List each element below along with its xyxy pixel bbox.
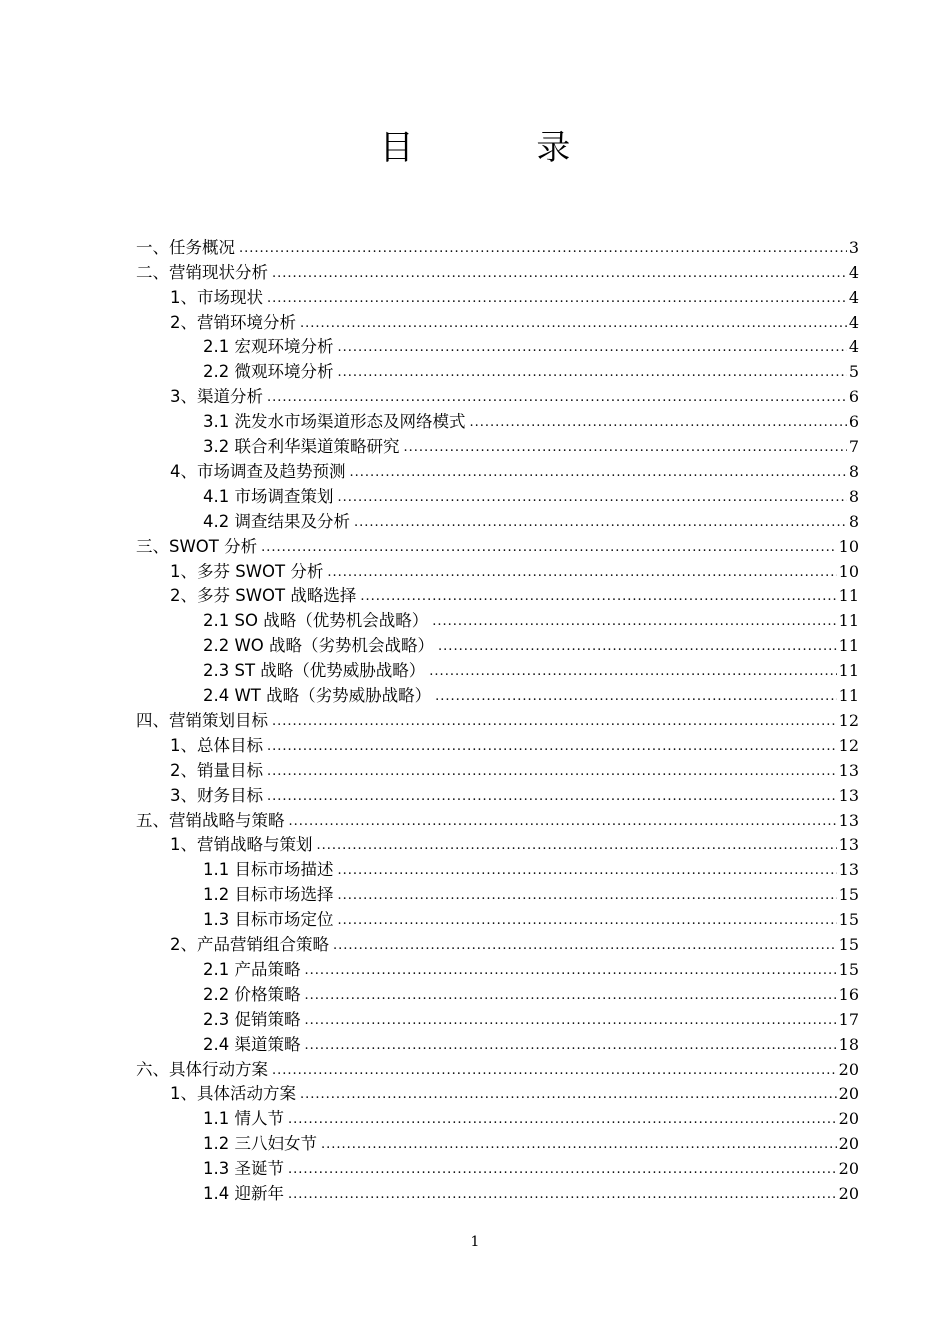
toc-entry-label: 1.2 三八妇女节 <box>203 1134 317 1154</box>
toc-entry[interactable] <box>203 334 859 359</box>
toc-entry-page-number: 10 <box>838 536 859 556</box>
dot-leader <box>333 940 837 952</box>
toc-entry[interactable] <box>203 408 859 433</box>
toc-entry-label: 六、具体行动方案 <box>136 1059 268 1079</box>
toc-entry[interactable] <box>203 433 859 458</box>
dot-leader <box>338 342 847 354</box>
toc-entry-page-number: 4 <box>848 337 859 357</box>
toc-entry[interactable] <box>170 558 859 583</box>
toc-entry-page-number: 3 <box>848 237 859 257</box>
dot-leader <box>438 641 837 653</box>
toc-entry-page-number: 11 <box>838 636 859 656</box>
toc-entry[interactable] <box>203 1006 859 1031</box>
toc-entry-label: 三、SWOT 分析 <box>136 536 258 556</box>
toc-entry-page-number: 20 <box>838 1059 859 1079</box>
toc-entry-page-number: 12 <box>838 710 859 730</box>
dot-leader <box>239 243 847 255</box>
toc-entry[interactable] <box>203 1180 859 1205</box>
toc-entry-label: 1.1 情人节 <box>203 1109 284 1129</box>
toc-entry-label: 2.3 ST 战略（优势威胁战略） <box>203 661 426 681</box>
dot-leader <box>288 1114 837 1126</box>
dot-leader <box>404 442 847 454</box>
dot-leader <box>338 915 837 927</box>
toc-entry-page-number: 10 <box>838 561 859 581</box>
toc-entry-page-number: 4 <box>848 262 859 282</box>
toc-entry-page-number: 18 <box>838 1034 859 1054</box>
toc-entry-label: 1.3 目标市场定位 <box>203 910 334 930</box>
toc-entry-label: 1、多芬 SWOT 分析 <box>170 561 324 581</box>
toc-entry-label: 4.2 调查结果及分析 <box>203 511 350 531</box>
dot-leader <box>429 666 836 678</box>
toc-entry[interactable] <box>170 309 859 334</box>
dot-leader <box>267 766 837 778</box>
toc-entry[interactable] <box>203 483 859 508</box>
toc-entry-label: 1.4 迎新年 <box>203 1184 284 1204</box>
toc-entry[interactable] <box>136 707 859 732</box>
toc-entry[interactable] <box>136 1056 859 1081</box>
toc-entry-label: 2.1 产品策略 <box>203 959 301 979</box>
toc-entry-label: 1.1 目标市场描述 <box>203 860 334 880</box>
toc-entry-page-number: 6 <box>848 387 859 407</box>
toc-entry[interactable] <box>203 906 859 931</box>
dot-leader <box>267 293 847 305</box>
dot-leader <box>354 517 847 529</box>
dot-leader <box>288 1189 837 1201</box>
dot-leader <box>338 865 837 877</box>
dot-leader <box>300 1089 837 1101</box>
toc-entry[interactable] <box>203 1106 859 1131</box>
dot-leader <box>300 318 847 330</box>
toc-entry-page-number: 15 <box>838 910 859 930</box>
toc-entry-page-number: 15 <box>838 959 859 979</box>
toc-entry-label: 2.4 渠道策略 <box>203 1034 301 1054</box>
toc-entry[interactable] <box>203 1130 859 1155</box>
toc-entry-page-number: 16 <box>838 984 859 1004</box>
toc-entry[interactable] <box>203 1031 859 1056</box>
toc-entry-page-number: 20 <box>838 1184 859 1204</box>
toc-entry[interactable] <box>136 807 859 832</box>
toc-entry-page-number: 11 <box>838 686 859 706</box>
toc-entry[interactable] <box>203 881 859 906</box>
toc-entry[interactable] <box>203 857 859 882</box>
dot-leader <box>305 965 837 977</box>
dot-leader <box>305 1015 837 1027</box>
toc-entry[interactable] <box>170 782 859 807</box>
toc-entry-label: 4、市场调查及趋势预测 <box>170 461 346 481</box>
toc-entry-page-number: 13 <box>838 760 859 780</box>
toc-entry-label: 2.3 促销策略 <box>203 1009 301 1029</box>
toc-entry-page-number: 13 <box>838 860 859 880</box>
toc-entry-page-number: 17 <box>838 1009 859 1029</box>
toc-entry-page-number: 13 <box>838 835 859 855</box>
toc-entry-label: 1、市场现状 <box>170 287 263 307</box>
toc-entry-page-number: 8 <box>848 486 859 506</box>
toc-entry-label: 2.2 价格策略 <box>203 984 301 1004</box>
toc-entry-page-number: 6 <box>848 412 859 432</box>
dot-leader <box>272 268 847 280</box>
toc-entry-page-number: 8 <box>848 461 859 481</box>
toc-entry-label: 2.2 WO 战略（劣势机会战略） <box>203 636 435 656</box>
toc-entry-label: 1、具体活动方案 <box>170 1084 296 1104</box>
dot-leader <box>338 367 847 379</box>
dot-leader <box>321 1139 837 1151</box>
toc-entry[interactable] <box>170 1081 859 1106</box>
toc-entry-page-number: 8 <box>848 511 859 531</box>
toc-entry[interactable] <box>203 956 859 981</box>
toc-entry-label: 3.2 联合利华渠道策略研究 <box>203 437 400 457</box>
toc-entry-page-number: 20 <box>838 1109 859 1129</box>
toc-entry-page-number: 15 <box>838 885 859 905</box>
toc-entry[interactable] <box>170 757 859 782</box>
footer-page-number: 1 <box>470 1234 480 1250</box>
toc-entry-page-number: 20 <box>838 1159 859 1179</box>
dot-leader <box>267 392 847 404</box>
page-title: 目 录 <box>379 128 627 168</box>
toc-entry-label: 五、营销战略与策略 <box>136 810 285 830</box>
toc-entry-label: 二、营销现状分析 <box>136 262 268 282</box>
toc-entry-page-number: 12 <box>838 735 859 755</box>
toc-entry-label: 四、营销策划目标 <box>136 710 268 730</box>
toc-entry[interactable] <box>170 832 859 857</box>
dot-leader <box>338 492 847 504</box>
dot-leader <box>338 890 837 902</box>
toc-entry-page-number: 13 <box>838 785 859 805</box>
toc-entry-page-number: 4 <box>848 287 859 307</box>
toc-entry[interactable] <box>170 284 859 309</box>
toc-entry-page-number: 5 <box>848 362 859 382</box>
dot-leader <box>288 1164 837 1176</box>
toc-entry[interactable] <box>170 458 859 483</box>
toc-entry-page-number: 15 <box>838 935 859 955</box>
toc-entry-page-number: 11 <box>838 611 859 631</box>
toc-entry-page-number: 13 <box>838 810 859 830</box>
toc-entry[interactable] <box>203 657 859 682</box>
toc-entry-label: 1、总体目标 <box>170 735 263 755</box>
dot-leader <box>317 840 837 852</box>
toc-entry-label: 2、销量目标 <box>170 760 263 780</box>
toc-entry[interactable] <box>203 682 859 707</box>
toc-entry[interactable] <box>136 234 859 259</box>
toc-entry-page-number: 20 <box>838 1134 859 1154</box>
toc-entry-label: 3.1 洗发水市场渠道形态及网络模式 <box>203 412 466 432</box>
toc-entry-page-number: 4 <box>848 312 859 332</box>
toc-entry-label: 一、任务概况 <box>136 237 235 257</box>
toc-entry[interactable] <box>203 632 859 657</box>
toc-entry-label: 2.1 宏观环境分析 <box>203 337 334 357</box>
toc-entry-page-number: 20 <box>838 1084 859 1104</box>
toc-entry-page-number: 11 <box>838 661 859 681</box>
dot-leader <box>470 417 847 429</box>
toc-entry-label: 2、产品营销组合策略 <box>170 935 329 955</box>
dot-leader <box>267 791 837 803</box>
toc-entry-label: 4.1 市场调查策划 <box>203 486 334 506</box>
toc-entry-label: 2、多芬 SWOT 战略选择 <box>170 586 357 606</box>
toc-entry[interactable] <box>203 359 859 384</box>
toc-entry[interactable] <box>203 608 859 633</box>
dot-leader <box>432 616 836 628</box>
toc-entry-label: 2.2 微观环境分析 <box>203 362 334 382</box>
dot-leader <box>435 691 837 703</box>
toc-entry[interactable] <box>136 259 859 284</box>
dot-leader <box>305 990 837 1002</box>
toc-entry-label: 3、渠道分析 <box>170 387 263 407</box>
dot-leader <box>272 716 837 728</box>
toc-entry-page-number: 7 <box>848 437 859 457</box>
toc-entry-page-number: 11 <box>838 586 859 606</box>
toc-entry[interactable] <box>203 981 859 1006</box>
toc-entry[interactable] <box>203 508 859 533</box>
dot-leader <box>350 467 847 479</box>
toc-entry-label: 1.3 圣诞节 <box>203 1159 284 1179</box>
toc-entry-label: 1.2 目标市场选择 <box>203 885 334 905</box>
toc-entry-label: 2.4 WT 战略（劣势威胁战略） <box>203 686 432 706</box>
dot-leader <box>327 567 836 579</box>
dot-leader <box>261 542 837 554</box>
dot-leader <box>272 1065 837 1077</box>
toc-entry-label: 2.1 SO 战略（优势机会战略） <box>203 611 429 631</box>
toc-entry[interactable] <box>170 583 859 608</box>
toc-entry-label: 2、营销环境分析 <box>170 312 296 332</box>
toc-entry-label: 3、财务目标 <box>170 785 263 805</box>
dot-leader <box>305 1040 837 1052</box>
toc-entry[interactable] <box>203 1155 859 1180</box>
toc-entry-label: 1、营销战略与策划 <box>170 835 313 855</box>
dot-leader <box>360 591 836 603</box>
toc-entry[interactable] <box>170 931 859 956</box>
dot-leader <box>267 741 837 753</box>
toc-entry[interactable] <box>170 383 859 408</box>
dot-leader <box>289 816 837 828</box>
toc-entry[interactable] <box>170 732 859 757</box>
toc-entry[interactable] <box>136 533 859 558</box>
